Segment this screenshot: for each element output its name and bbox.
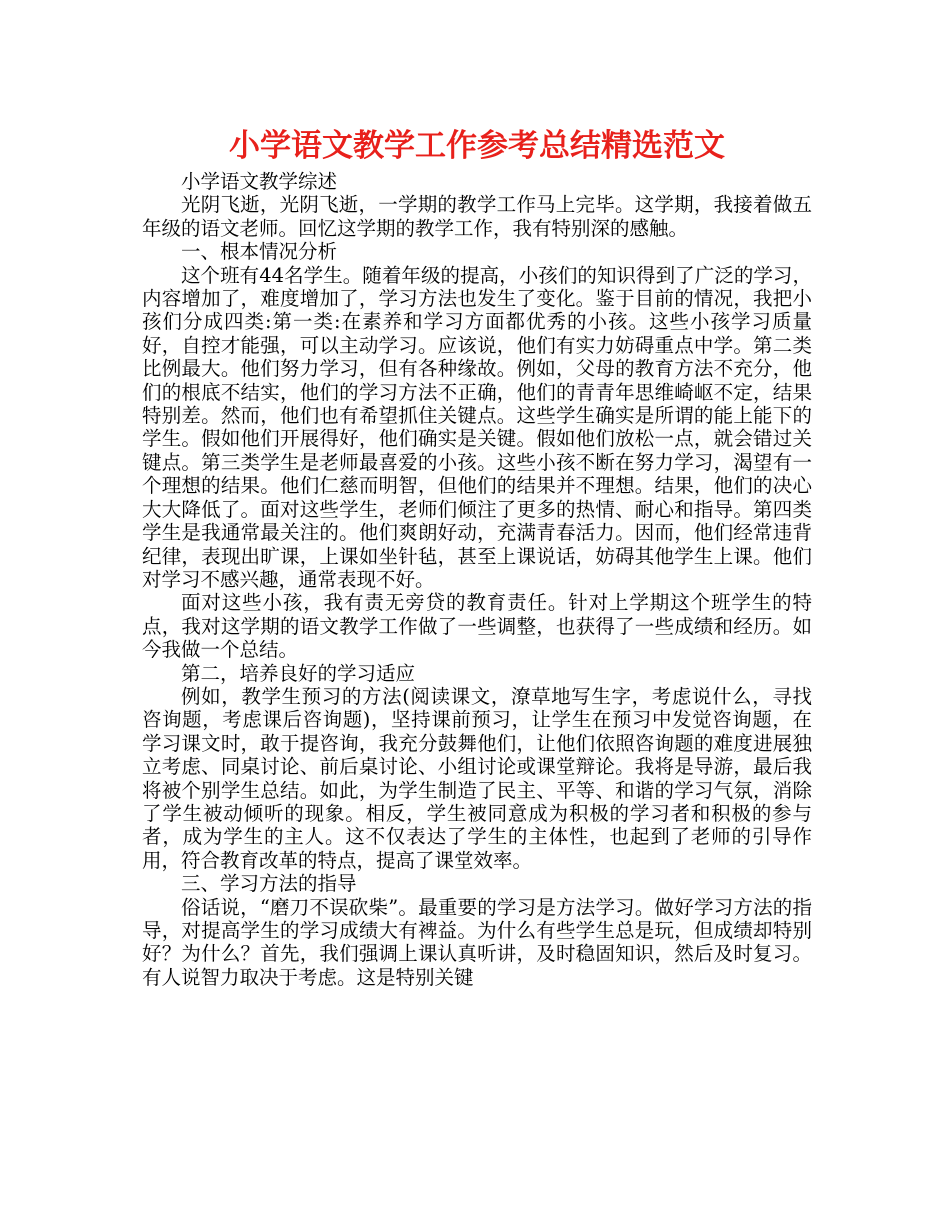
- section-heading-study-habits: 第二，培养良好的学习适应: [181, 661, 416, 685]
- section-heading-study-methods: 三、学习方法的指导: [181, 872, 357, 896]
- paragraph-preview-method: 例如，教学生预习的方法(阅读课文，潦草地写生字，考虑说什么，寻找咨询题，考虑课后咨询题)，坚持课前预习，让学生在预习中发觉咨询题，在学习课文时，敢于提咨询，我充分鼓舞他们，让他们依照咨询题的难度进展独立考虑、同桌讨论、前后桌讨论、小组讨论或课堂辩论。我将是导游，最后我将被个别学生总结。如此，为学生制造了民主、平等、和谐的学习气氛，消除了学生被动倾听的现象。相反，学生被同意成为积极的学习者和积极的参与者，成为学生的主人。这不仅表达了学生的主体性，也起到了老师的引导作用，符合教育改革的特点，提高了课堂效率。: [142, 684, 812, 872]
- paragraph-responsibility: 面对这些小孩，我有责无旁贷的教育责任。针对上学期这个班学生的特点，我对这学期的语文教学工作做了一些调整，也获得了一些成绩和经历。如今我做一个总结。: [142, 591, 812, 662]
- paragraph-subtitle: 小学语文教学综述: [181, 170, 338, 193]
- document-title: 小学语文教学工作参考总结精选范文: [229, 128, 725, 164]
- paragraph-class-analysis: 这个班有44名学生。随着年级的提高，小孩们的知识得到了广泛的学习，内容增加了，难度增加了，学习方法也发生了变化。鉴于目前的情况，我把小孩们分成四类:第一类:在素养和学习方面都优秀的小孩。这些小孩学习质量好，自控才能强，可以主动学习。应该说，他们有实力妨碍重点中学。第二类比例最大。他们努力学习，但有各种缘故。例如，父母的教育方法不充分，他们的根底不结实，他们的学习方法不正确，他们的青青年思维崎岖不定，结果特别差。然而，他们也有希望抓住关键点。这些学生确实是所谓的能上能下的学生。假如他们开展得好，他们确实是关键。假如他们放松一点，就会错过关键点。第三类学生是老师最喜爱的小孩。这些小孩不断在努力学习，渴望有一个理想的结果。他们仁慈而明智，但他们的结果并不理想。结果，他们的决心大大降低了。面对这些学生，老师们倾注了更多的热情、耐心和指导。第四类学生是我通常最关注的。他们爽朗好动，充满青春活力。因而，他们经常违背纪律，表现出旷课，上课如坐针毡，甚至上课说话，妨碍其他学生上课。他们对学习不感兴趣，通常表现不好。: [142, 263, 812, 591]
- document-page: [142, 126, 812, 989]
- paragraph-method-guidance: 俗话说，“磨刀不误砍柴”。最重要的学习是方法学习。做好学习方法的指导，对提高学生的学习成绩大有裨益。为什么有些学生总是玩，但成绩却特别好？为什么？首先，我们强调上课认真听讲，及时稳固知识，然后及时复习。有人说智力取决于考虑。这是特别关键: [142, 895, 812, 989]
- paragraph-intro: 光阴飞逝，光阴飞逝，一学期的教学工作马上完毕。这学期，我接着做五年级的语文老师。回忆这学期的教学工作，我有特别深的感触。: [142, 193, 812, 240]
- section-heading-basic-situation: 一、根本情况分析: [181, 240, 338, 264]
